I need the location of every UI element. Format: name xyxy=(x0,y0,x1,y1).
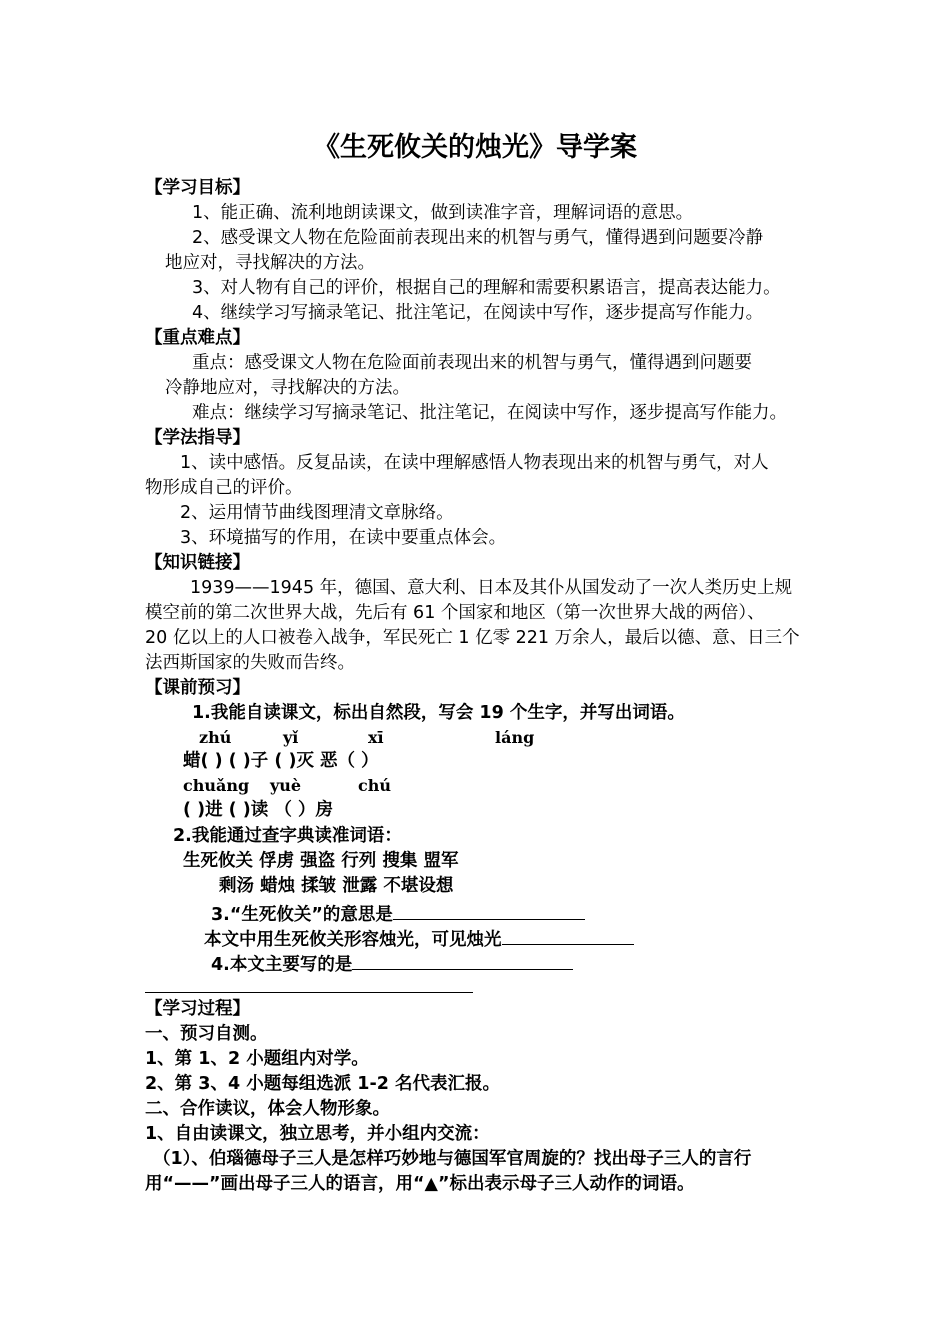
pinyin: yǐ xyxy=(283,728,299,747)
method-line: 1、读中感悟。反复品读，在读中理解感悟人物表现出来的机智与勇气，对人 xyxy=(180,453,769,473)
pinyin: láng xyxy=(495,728,535,747)
method-line: 2、运用情节曲线图理清文章脉络。 xyxy=(180,503,454,523)
question-text: 本文中用生死攸关形容烛光，可见烛光 xyxy=(204,930,502,950)
section-heading-method: 【学法指导】 xyxy=(145,428,250,448)
answer-blank[interactable] xyxy=(502,924,634,945)
goal-line: 1、能正确、流利地朗读课文，做到读准字音，理解词语的意思。 xyxy=(192,203,694,223)
pinyin: xī xyxy=(368,728,384,747)
word-list-row: 生死攸关 俘虏 强盗 行列 搜集 盟军 xyxy=(183,851,459,871)
word-list-row: 剩汤 蜡烛 揉皱 泄露 不堪设想 xyxy=(219,876,454,896)
answer-blank[interactable] xyxy=(352,949,573,970)
process-line: 二、合作读议，体会人物形象。 xyxy=(145,1099,390,1119)
goal-line: 3、对人物有自己的评价，根据自己的理解和需要积累语言，提高表达能力。 xyxy=(192,278,781,298)
keypoint-line: 冷静地应对，寻找解决的方法。 xyxy=(165,378,410,398)
method-line: 物形成自己的评价。 xyxy=(145,478,303,498)
question-text: 3.“生死攸关”的意思是 xyxy=(211,905,393,925)
process-line: 用“——”画出母子三人的语言，用“▲”标出表示母子三人动作的词语。 xyxy=(145,1174,695,1194)
method-line: 3、环境描写的作用，在读中要重点体会。 xyxy=(180,528,507,548)
knowledge-line: 20 亿以上的人口被卷入战争，军民死亡 1 亿零 221 万余人，最后以德、意、日三个 xyxy=(145,628,800,648)
char-fill-row: ( )进 ( )读 （ ）房 xyxy=(183,800,333,820)
pinyin: zhú xyxy=(199,728,232,747)
process-line: 2、第 3、4 小题每组选派 1-2 名代表汇报。 xyxy=(145,1074,501,1094)
pinyin: chuǎng xyxy=(183,776,250,795)
process-line: 1、第 1、2 小题组内对学。 xyxy=(145,1049,369,1069)
section-heading-preview: 【课前预习】 xyxy=(145,678,250,698)
answer-blank[interactable] xyxy=(393,899,585,920)
section-heading-keypoints: 【重点难点】 xyxy=(145,328,250,348)
keypoint-line: 难点：继续学习写摘录笔记、批注笔记，在阅读中写作，逐步提高写作能力。 xyxy=(192,403,787,423)
keypoint-line: 重点：感受课文人物在危险面前表现出来的机智与勇气，懂得遇到问题要 xyxy=(192,353,752,373)
pinyin: yuè xyxy=(270,776,302,795)
process-line: 1、自由读课文，独立思考，并小组内交流： xyxy=(145,1124,490,1144)
goal-line: 地应对，寻找解决的方法。 xyxy=(165,253,375,273)
process-line: 一、预习自测。 xyxy=(145,1024,268,1044)
pinyin: chú xyxy=(358,776,392,795)
char-fill-row: 蜡( ) ( )子 ( )灭 恶（ ） xyxy=(183,751,379,771)
knowledge-line: 法西斯国家的失败而告终。 xyxy=(145,653,355,673)
question-text: 4.本文主要写的是 xyxy=(211,955,353,975)
preview-question-4 xyxy=(211,949,573,978)
section-heading-goals: 【学习目标】 xyxy=(145,178,250,198)
goal-line: 4、继续学习写摘录笔记、批注笔记，在阅读中写作，逐步提高写作能力。 xyxy=(192,303,764,323)
section-heading-process: 【学习过程】 xyxy=(145,999,250,1019)
knowledge-line: 1939——1945 年，德国、意大利、日本及其仆从国发动了一次人类历史上规 xyxy=(190,578,793,598)
preview-question-1: 1.我能自读课文，标出自然段，写会 19 个生字，并写出词语。 xyxy=(192,703,685,723)
preview-question-2: 2.我能通过查字典读准词语： xyxy=(173,826,402,846)
goal-line: 2、感受课文人物在危险面前表现出来的机智与勇气，懂得遇到问题要冷静 xyxy=(192,228,764,248)
document-title: 《生死攸关的烛光》导学案 xyxy=(313,132,637,163)
section-heading-knowledge: 【知识链接】 xyxy=(145,553,250,573)
knowledge-line: 模空前的第二次世界大战，先后有 61 个国家和地区（第一次世界大战的两倍）、 xyxy=(145,603,765,623)
answer-line[interactable] xyxy=(145,992,473,993)
process-line: （1）、伯瑙德母子三人是怎样巧妙地与德国军官周旋的？找出母子三人的言行 xyxy=(153,1149,752,1169)
